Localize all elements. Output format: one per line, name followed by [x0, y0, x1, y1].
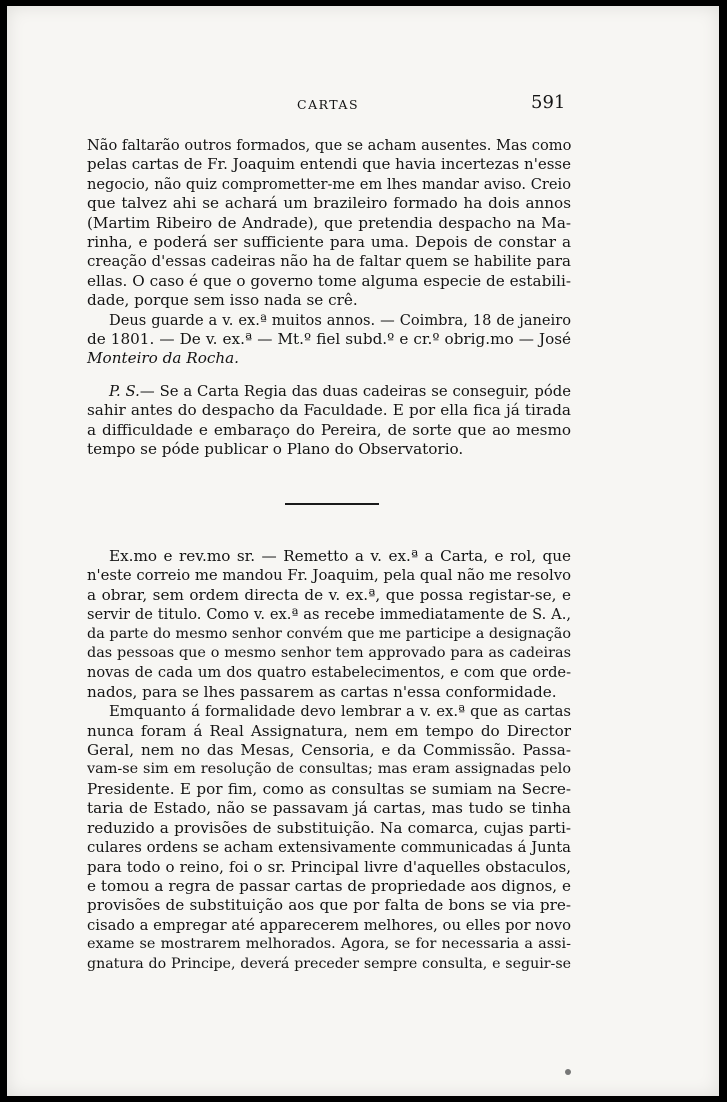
text-line: ellas. O caso é que o governo tome alguma especie de estabili-	[87, 271, 571, 290]
postscript-label: P. S.	[109, 383, 140, 400]
text-line: Emquanto á formalidade devo lembrar a v. ex.ª que as cartas	[109, 703, 571, 721]
text-line: Geral, nem no das Mesas, Censoria, e da Commissão. Passa-	[87, 741, 571, 760]
text-line: sahir antes do despacho da Faculdade. E por ella fica já tirada	[87, 401, 571, 420]
text-line: negocio, não quiz comprometter-me em lhes mandar aviso. Creio	[87, 175, 571, 193]
book-page	[7, 6, 719, 1096]
postscript	[87, 382, 571, 460]
letter-1	[87, 136, 571, 369]
text-line: das pessoas que o mesmo senhor tem approvado para as cadeiras	[87, 645, 571, 662]
text-line: nunca foram á Real Assignatura, nem em tempo do Director	[87, 721, 571, 740]
text-line: cisado a empregar até apparecerem melhores, ou elles por novo	[87, 916, 571, 934]
postscript-text: — Se a Carta Regia das duas cadeiras se conseguir, póde	[139, 383, 571, 400]
text-line: provisões de substituição aos que por falta de bons se via pre-	[87, 896, 571, 915]
text-line: servir de titulo. Como v. ex.ª as recebe immediatamente de S. A.,	[87, 606, 571, 624]
letter-2	[87, 547, 571, 974]
text-line: reduzido a provisões de substituição. Na comarca, cujas parti-	[87, 818, 571, 837]
text-line: Ex.mo e rev.mo sr. — Remetto a v. ex.ª a Carta, e rol, que	[109, 547, 571, 565]
text-line: exame se mostrarem melhorados. Agora, se for necessaria a assi-	[87, 936, 571, 953]
running-header	[7, 94, 719, 118]
text-line: da parte do mesmo senhor convém que me participe a designação	[87, 625, 571, 642]
text-line: tempo se póde publicar o Plano do Observatorio.	[87, 440, 464, 459]
text-line: a difficuldade e embaraço do Pereira, de sorte que ao mesmo	[87, 420, 571, 439]
text-line: nados, para se lhes passarem as cartas n'essa conformidade.	[87, 682, 557, 701]
text-line: pelas cartas de Fr. Joaquim entendi que havia incertezas n'esse	[87, 155, 571, 174]
text-line: vam-se sim em resolução de consultas; mas eram assignadas pelo	[87, 761, 571, 778]
text-line: creação d'essas cadeiras não ha de faltar quem se habilite para	[87, 252, 571, 271]
text-line: Não faltarão outros formados, que se acham ausentes. Mas como	[87, 137, 572, 154]
text-line: gnatura do Principe, deverá preceder sempre consulta, e seguir-se	[87, 955, 571, 972]
text-line: e tomou a regra de passar cartas de propriedade aos dignos, e	[87, 876, 571, 895]
text-line: Deus guarde a v. ex.ª muitos annos. — Coimbra, 18 de janeiro	[109, 311, 571, 329]
text-line: rinha, e poderá ser sufficiente para uma. Depois de constar a	[87, 233, 571, 252]
text-line: para todo o reino, foi o sr. Principal livre d'aquelles obstaculos,	[87, 857, 571, 876]
section-divider	[285, 503, 379, 505]
text-line: culares ordens se acham extensivamente communicadas á Junta	[87, 839, 571, 857]
text-line: dade, porque sem isso nada se crê.	[87, 291, 358, 310]
signature-line: Monteiro da Rocha.	[87, 349, 240, 368]
text-line: Presidente. E por fim, como as consultas se sumiam na Secre-	[87, 779, 571, 798]
text-line: de 1801. — De v. ex.ª — Mt.º fiel subd.º e cr.º obrig.mo — José	[87, 330, 571, 349]
text-line: a obrar, sem ordem directa de v. ex.ª, que possa registar-se, e	[87, 585, 571, 604]
text-line: taria de Estado, não se passavam já cartas, mas tudo se tinha	[87, 799, 571, 818]
text-line: n'este correio me mandou Fr. Joaquim, pela qual não me resolvo	[87, 567, 571, 585]
text-line: novas de cada um dos quatro estabelecimentos, e com que orde-	[87, 664, 571, 682]
page-number: 591	[531, 92, 566, 113]
text-line: (Martim Ribeiro de Andrade), que pretendia despacho na Ma-	[87, 213, 571, 232]
text-line	[87, 382, 571, 401]
text-line: que talvez ahi se achará um brazileiro formado ha dois annos	[87, 194, 571, 213]
running-title: CARTAS	[297, 97, 360, 112]
ink-speck	[565, 1069, 571, 1075]
